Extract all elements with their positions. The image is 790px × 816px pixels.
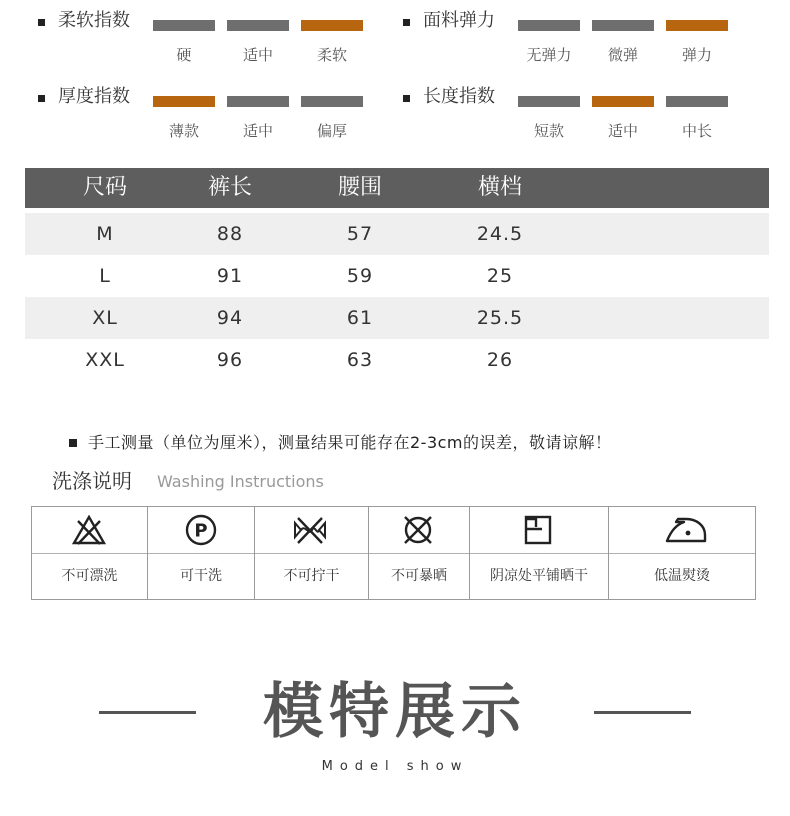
table-row	[25, 213, 769, 255]
metric-bar	[592, 96, 654, 107]
cell-length: 94	[216, 307, 244, 329]
cell-length: 91	[216, 265, 244, 287]
metric-length	[403, 82, 743, 142]
metric-bar	[518, 20, 580, 31]
cell-waist: 59	[346, 265, 374, 287]
metric-option: 无弹力	[526, 46, 572, 64]
metric-option: 微弹	[607, 46, 638, 64]
washing-table	[31, 506, 756, 600]
dry-flat-shade-icon	[520, 513, 556, 547]
table-row	[25, 255, 769, 297]
metric-label: 长度指数	[423, 86, 495, 107]
cell-crotch: 25	[486, 265, 514, 287]
metric-option: 硬	[176, 46, 192, 64]
cell-waist: 61	[346, 307, 374, 329]
bullet-icon	[403, 19, 410, 26]
metric-option: 偏厚	[316, 122, 347, 140]
metric-elasticity	[403, 6, 743, 66]
header-length: 裤长	[207, 175, 252, 200]
table-row	[25, 297, 769, 339]
washing-title: 洗涤说明	[52, 469, 132, 493]
metric-bar	[227, 96, 289, 107]
washing-subtitle: Washing Instructions	[157, 472, 324, 491]
metric-option: 薄款	[168, 122, 199, 140]
size-table-header	[25, 168, 769, 208]
cell-waist: 57	[346, 223, 374, 245]
metric-option: 短款	[533, 122, 564, 140]
no-tumble-dry-icon	[400, 513, 436, 547]
cell-size: XXL	[85, 349, 125, 371]
size-table	[25, 168, 769, 381]
metric-bar	[592, 20, 654, 31]
cell-crotch: 25.5	[476, 307, 524, 329]
bullet-icon	[38, 19, 45, 26]
bullet-icon	[403, 95, 410, 102]
cell-length: 88	[216, 223, 244, 245]
metric-thickness	[38, 82, 378, 142]
header-waist: 腰围	[337, 175, 382, 200]
low-iron-icon	[664, 513, 708, 547]
cell-waist: 63	[346, 349, 374, 371]
header-crotch: 横档	[477, 175, 522, 200]
wash-label-dry-clean: 可干洗	[180, 568, 222, 584]
metric-option: 中长	[681, 122, 712, 140]
wash-label-dry-flat: 阴凉处平铺晒干	[490, 568, 588, 584]
bullet-icon	[38, 95, 45, 102]
metric-option: 适中	[607, 122, 638, 140]
metric-option: 弹力	[681, 46, 712, 64]
metric-bar	[301, 96, 363, 107]
measurement-note: 手工测量（单位为厘米），测量结果可能存在2-3cm的误差，敬请谅解！	[88, 433, 612, 452]
metric-label: 厚度指数	[58, 86, 130, 107]
cell-size: XL	[92, 307, 118, 329]
wash-label-low-iron: 低温熨烫	[654, 568, 710, 584]
metric-bar	[518, 96, 580, 107]
cell-length: 96	[216, 349, 244, 371]
metric-bar	[666, 96, 728, 107]
metric-bar	[301, 20, 363, 31]
wash-label-no-bleach: 不可漂洗	[61, 568, 118, 584]
metric-bar	[666, 20, 728, 31]
metric-label: 柔软指数	[58, 10, 130, 31]
metric-option: 柔软	[316, 46, 347, 64]
header-size: 尺码	[82, 175, 127, 200]
metric-label: 面料弹力	[423, 10, 495, 31]
table-row	[25, 339, 769, 381]
svg-text:P: P	[194, 520, 208, 542]
metric-bar	[153, 20, 215, 31]
metric-option: 适中	[242, 122, 273, 140]
metric-option: 适中	[242, 46, 273, 64]
cell-crotch: 26	[486, 349, 514, 371]
no-bleach-icon	[71, 513, 107, 547]
cell-crotch: 24.5	[476, 223, 524, 245]
wash-label-no-wring: 不可拧干	[283, 568, 340, 584]
wash-label-no-sun: 不可暴晒	[391, 568, 447, 584]
metric-bar	[153, 96, 215, 107]
metric-bar	[227, 20, 289, 31]
bullet-icon	[69, 439, 77, 447]
no-wring-icon	[292, 513, 328, 547]
divider	[32, 553, 755, 554]
cell-size: L	[99, 265, 111, 287]
metric-softness	[38, 6, 378, 66]
model-show-title: 模特展示	[263, 677, 527, 747]
cell-size: M	[96, 223, 114, 245]
dry-clean-icon	[183, 513, 219, 547]
model-show-subtitle: Model show	[321, 759, 469, 774]
